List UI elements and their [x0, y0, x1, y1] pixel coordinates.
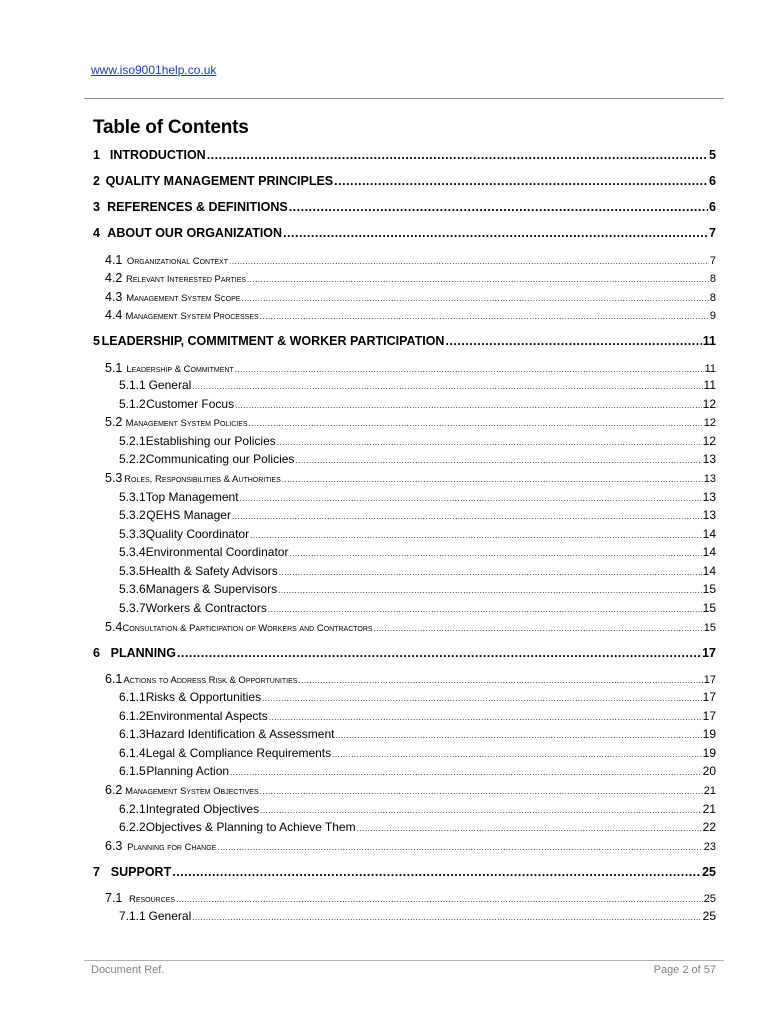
toc-entry-number: 5.3.7 [119, 601, 146, 615]
toc-entry-title: Legal & Compliance Requirements [145, 746, 332, 760]
toc-entry[interactable] [105, 783, 716, 797]
toc-entry[interactable] [93, 646, 716, 660]
toc-entry[interactable] [119, 746, 716, 760]
toc-entry-number: 5.2.1 [119, 434, 146, 448]
toc-entry-title: Planning for Change [127, 842, 217, 853]
toc-entry-page: 8 [709, 273, 716, 285]
toc-entry-page: 14 [702, 564, 716, 578]
toc-title: Table of Contents [93, 117, 249, 138]
toc-entry-title: Leadership & Commitment [126, 364, 234, 375]
toc-dot-leader [172, 865, 701, 879]
toc-entry-number: 5 [93, 334, 100, 348]
toc-entry-page: 21 [703, 785, 716, 797]
toc-entry-title: Managers & Supervisors [145, 582, 278, 596]
toc-entry-number: 6.1 [105, 672, 123, 686]
toc-dot-leader [357, 824, 702, 833]
toc-entry-number: 5.3 [105, 471, 123, 485]
toc-dot-leader [229, 257, 709, 266]
toc-entry[interactable] [119, 397, 716, 411]
toc-entry-page: 7 [709, 255, 716, 267]
toc-entry-number: 6.2.2 [119, 820, 146, 834]
toc-dot-leader [260, 787, 703, 796]
toc-dot-leader [282, 475, 703, 484]
toc-entry-title: SUPPORT [110, 865, 172, 879]
toc-dot-leader [295, 456, 701, 465]
toc-dot-leader [278, 586, 702, 595]
toc-entry-title: PLANNING [110, 646, 176, 660]
toc-entry-number: 4.2 [105, 271, 123, 285]
toc-entry[interactable] [105, 253, 716, 267]
toc-dot-leader [241, 294, 708, 303]
toc-entry-title: QUALITY MANAGEMENT PRINCIPLES [105, 174, 334, 188]
toc-entry-page: 9 [709, 310, 716, 322]
toc-dot-leader [332, 750, 702, 759]
toc-dot-leader [298, 676, 702, 685]
toc-entry-title: LEADERSHIP, COMMITMENT & WORKER PARTICIPATION [101, 334, 445, 348]
toc-entry-title: Actions to Address Risk & Opportunities [123, 675, 298, 686]
toc-entry-title: General [148, 909, 192, 923]
toc-entry-title: Workers & Contractors [145, 601, 267, 615]
toc-entry[interactable] [105, 620, 716, 634]
toc-entry-page: 21 [702, 802, 716, 816]
toc-dot-leader [249, 419, 703, 428]
toc-dot-leader [250, 531, 702, 540]
toc-entry-page: 6 [709, 200, 716, 214]
toc-dot-leader [192, 913, 701, 922]
toc-entry-number: 6.3 [105, 839, 123, 853]
toc-entry[interactable] [93, 865, 716, 879]
toc-dot-leader [177, 646, 701, 660]
toc-entry-page: 23 [703, 841, 716, 853]
toc-dot-leader [445, 334, 701, 348]
toc-entry-number: 7.1 [105, 891, 123, 905]
toc-entry[interactable] [119, 601, 716, 615]
toc-entry-title: Resources [128, 894, 176, 905]
toc-dot-leader [192, 382, 702, 391]
toc-entry-title: Environmental Coordinator [145, 545, 289, 559]
toc-entry[interactable] [93, 174, 716, 188]
toc-entry-page: 25 [702, 865, 716, 879]
toc-entry-title: ABOUT OUR ORGANIZATION [107, 226, 283, 240]
toc-entry-title: Roles, Responsibilities & Authorities [124, 474, 281, 485]
toc-entry-page: 22 [702, 820, 716, 834]
toc-dot-leader [334, 174, 708, 188]
toc-entry-page: 13 [702, 452, 716, 466]
toc-dot-leader [235, 401, 702, 410]
toc-entry-number: 5.3.4 [119, 545, 146, 559]
website-link[interactable]: www.iso9001help.co.uk [91, 63, 217, 77]
toc-entry-page: 25 [703, 893, 716, 905]
toc-entry-title: Organizational Context [126, 256, 228, 267]
toc-entry-number: 5.2 [105, 415, 123, 429]
toc-entry-page: 12 [702, 434, 716, 448]
toc-dot-leader [269, 713, 702, 722]
toc-entry-title: Establishing our Policies [145, 434, 276, 448]
toc-entry-page: 11 [702, 334, 716, 348]
header-divider [84, 98, 724, 99]
toc-entry-title: Communicating our Policies [145, 452, 295, 466]
toc-dot-leader [289, 549, 701, 558]
toc-entry-title: Health & Safety Advisors [145, 564, 278, 578]
toc-entry-title: Consultation & Participation of Workers and Contractors [122, 623, 373, 634]
toc-entry-number: 5.3.6 [119, 582, 146, 596]
toc-dot-leader [217, 843, 702, 852]
toc-entry[interactable] [119, 564, 716, 578]
toc-entry[interactable] [119, 582, 716, 596]
toc-dot-leader [207, 148, 708, 162]
toc-entry[interactable] [119, 452, 716, 466]
toc-entry-number: 6.1.4 [119, 746, 146, 760]
toc-entry-number: 5.1.2 [119, 397, 146, 411]
toc-dot-leader [335, 731, 701, 740]
toc-entry-number: 4.4 [105, 308, 123, 322]
toc-dot-leader [176, 895, 703, 904]
toc-dot-leader [279, 568, 702, 577]
toc-entry-page: 17 [702, 690, 716, 704]
toc-entry-number: 5.4 [105, 620, 123, 634]
toc-entry-title: Management System Processes [125, 311, 259, 322]
toc-entry-page: 25 [702, 909, 716, 923]
toc-entry[interactable] [119, 508, 716, 522]
toc-entry-page: 7 [709, 226, 716, 240]
toc-entry-title: Customer Focus [146, 397, 235, 411]
toc-entry[interactable] [119, 802, 716, 816]
toc-entry-title: Objectives & Planning to Achieve Them [145, 820, 356, 834]
toc-entry[interactable] [105, 290, 716, 304]
toc-entry-number: 6.2 [105, 783, 123, 797]
toc-entry-number: 5.3.3 [119, 527, 146, 541]
toc-entry-number: 3 [93, 200, 100, 214]
footer-divider [84, 960, 724, 961]
toc-entry-page: 6 [709, 174, 716, 188]
toc-entry-number: 2 [93, 174, 100, 188]
toc-entry-page: 15 [702, 601, 716, 615]
toc-entry[interactable] [105, 361, 716, 375]
toc-entry[interactable] [93, 148, 716, 162]
toc-entry[interactable] [105, 471, 716, 485]
toc-dot-leader [262, 694, 702, 703]
toc-entry-number: 4 [93, 226, 100, 240]
toc-entry[interactable] [119, 764, 716, 778]
toc-entry-page: 5 [709, 148, 716, 162]
toc-dot-leader [260, 806, 702, 815]
toc-entry[interactable] [119, 909, 716, 923]
toc-entry-title: Management System Scope [126, 293, 241, 304]
toc-entry-page: 14 [702, 545, 716, 559]
toc-entry[interactable] [93, 200, 716, 214]
toc-entry-page: 11 [704, 363, 716, 375]
toc-entry-number: 6 [93, 646, 100, 660]
document-ref: Document Ref. [91, 964, 165, 976]
toc-entry-title: Relevant Interested Parties [126, 274, 247, 285]
toc-entry-page: 19 [702, 727, 716, 741]
toc-entry-number: 4.3 [105, 290, 123, 304]
toc-entry[interactable] [119, 378, 716, 392]
toc-dot-leader [260, 312, 709, 321]
toc-entry-title: Hazard Identification & Assessment [145, 727, 335, 741]
toc-entry-number: 5.2.2 [119, 452, 146, 466]
toc-dot-leader [232, 512, 702, 521]
toc-entry[interactable] [105, 308, 716, 322]
toc-entry[interactable] [105, 672, 716, 686]
toc-entry-title: Risks & Opportunities [145, 690, 262, 704]
toc-entry-page: 17 [702, 709, 716, 723]
toc-dot-leader [235, 365, 704, 374]
toc-entry-title: Planning Action [146, 764, 230, 778]
toc-entry-title: Management System Objectives [125, 786, 259, 797]
toc-entry-page: 12 [702, 397, 716, 411]
toc-entry-number: 1 [93, 148, 100, 162]
toc-dot-leader [374, 624, 703, 633]
toc-entry-number: 7 [93, 865, 100, 879]
toc-entry-page: 17 [702, 646, 716, 660]
toc-entry[interactable] [119, 490, 716, 504]
toc-entry-page: 11 [703, 378, 716, 392]
page-number: Page 2 of 57 [653, 964, 716, 976]
toc-entry-page: 15 [703, 622, 716, 634]
toc-dot-leader [283, 226, 708, 240]
toc-entry-page: 13 [702, 490, 716, 504]
toc-entry[interactable] [119, 820, 716, 834]
toc-dot-leader [247, 275, 709, 284]
toc-entry-number: 6.2.1 [119, 802, 146, 816]
toc-entry[interactable] [119, 709, 716, 723]
toc-entry-title: REFERENCES & DEFINITIONS [107, 200, 288, 214]
toc-entry-number: 5.3.5 [119, 564, 146, 578]
toc-entry-number: 5.1.1 [119, 378, 146, 392]
toc-entry[interactable] [105, 839, 716, 853]
toc-entry-title: INTRODUCTION [109, 148, 206, 162]
toc-entry-page: 19 [702, 746, 716, 760]
toc-entry[interactable] [105, 271, 716, 285]
toc-entry-page: 8 [709, 292, 716, 304]
toc-entry-title: QEHS Manager [146, 508, 231, 522]
toc-entry-page: 14 [702, 527, 716, 541]
toc-entry-page: 17 [703, 674, 716, 686]
toc-entry-number: 6.1.2 [119, 709, 146, 723]
toc-entry[interactable] [119, 434, 716, 448]
toc-entry-page: 13 [702, 508, 716, 522]
toc-entry-page: 13 [703, 473, 716, 485]
toc-entry-title: Quality Coordinator [145, 527, 250, 541]
toc-entry-page: 15 [702, 582, 716, 596]
toc-entry-title: Top Management [145, 490, 239, 504]
toc-entry[interactable] [105, 891, 716, 905]
toc-entry-title: Integrated Objectives [145, 802, 260, 816]
toc-entry[interactable] [119, 690, 716, 704]
toc-entry[interactable] [105, 415, 716, 429]
toc-entry[interactable] [119, 545, 716, 559]
toc-dot-leader [289, 200, 708, 214]
toc-entry-number: 4.1 [105, 253, 123, 267]
toc-entry-number: 5.3.2 [119, 508, 146, 522]
toc-entry[interactable] [93, 334, 716, 348]
toc-dot-leader [268, 605, 702, 614]
toc-entry-title: Environmental Aspects [145, 709, 268, 723]
toc-entry-title: General [148, 378, 192, 392]
toc-entry[interactable] [119, 527, 716, 541]
toc-entry[interactable] [119, 727, 716, 741]
toc-entry[interactable] [93, 226, 716, 240]
toc-entry-number: 6.1.1 [119, 690, 146, 704]
toc-entry-page: 20 [702, 764, 716, 778]
toc-entry-number: 5.1 [105, 361, 123, 375]
toc-entry-title: Management System Policies [125, 418, 248, 429]
toc-dot-leader [240, 494, 702, 503]
toc-entry-page: 12 [703, 417, 716, 429]
toc-entry-number: 7.1.1 [119, 909, 146, 923]
toc-entry-number: 6.1.3 [119, 727, 146, 741]
toc-dot-leader [230, 768, 702, 777]
toc-dot-leader [277, 438, 702, 447]
toc-entry-number: 5.3.1 [119, 490, 146, 504]
toc-entry-number: 6.1.5 [119, 764, 146, 778]
